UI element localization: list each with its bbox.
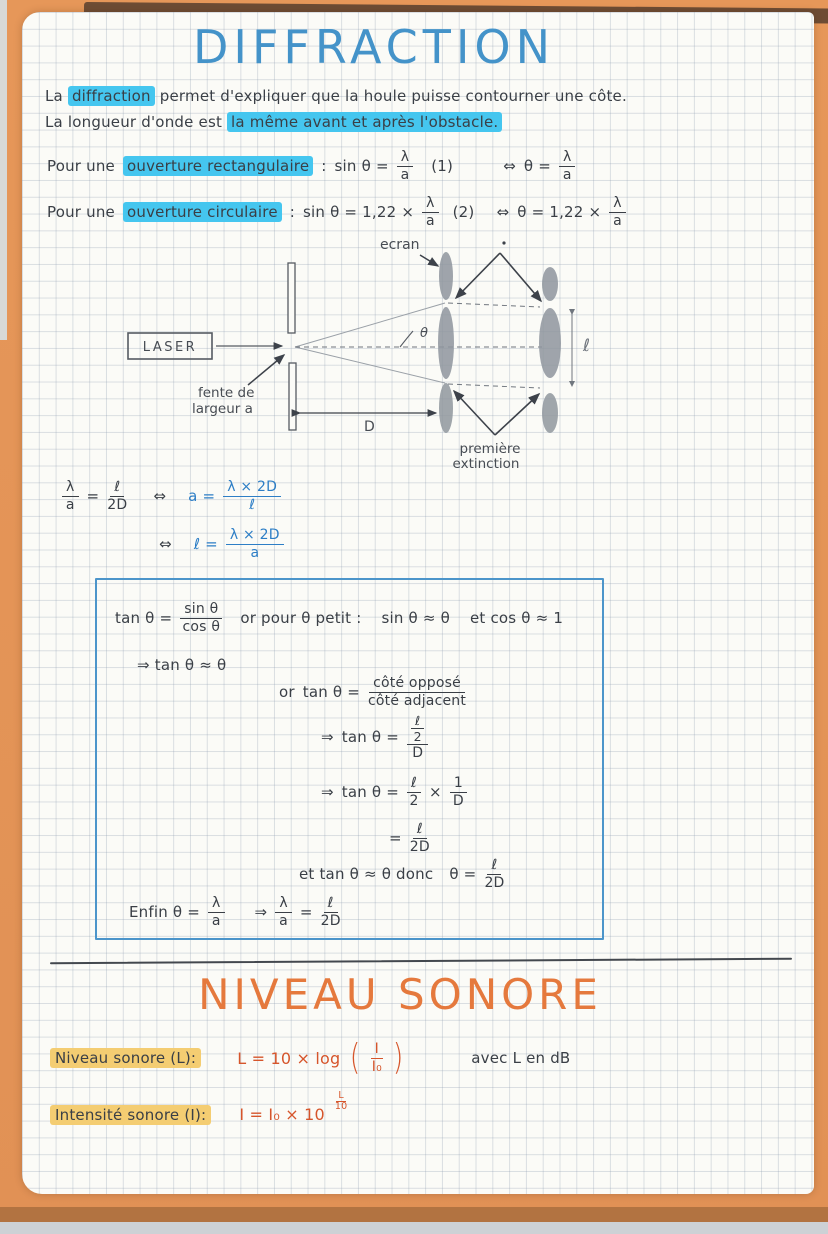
extinction-arrow-top-right (500, 253, 541, 301)
box-l3-or: or (279, 683, 295, 702)
relation-row-1 (62, 480, 281, 512)
box-l5-frac-2: $\frac{1}{D}$ (450, 776, 467, 808)
box-line-1 (115, 602, 563, 634)
slit-plate-top (288, 263, 295, 333)
box-l8-frac-3: $\frac{\text{ℓ}}{2D}$ (320, 895, 341, 929)
exponent-L-over-10: $\frac{L}{10}$ (334, 1090, 348, 1113)
fente-label-1: fente de (198, 385, 255, 401)
sound-intensity-line (50, 1090, 348, 1126)
ray-lower (295, 347, 445, 383)
unit-note: avec L en dB (471, 1049, 571, 1067)
sound-level-lhs: L = 10 × log (237, 1048, 341, 1068)
box-l7-lhs: θ = (449, 865, 477, 884)
extinction-label: extinction (452, 456, 520, 472)
relation-l-lhs: ℓ = (193, 535, 218, 554)
box-l3-frac: $\frac{\text{côté opposé}}{\text{côté adjacent}}$ (368, 675, 467, 709)
relation-iff-1: ⇔ (153, 487, 167, 506)
intro-2-pre: La longueur d'onde est (45, 113, 223, 131)
circ-rhs: θ = 1,22 × (517, 203, 602, 222)
screen-pattern (438, 252, 454, 433)
paren-close: ) (392, 1037, 404, 1078)
circ-frac: $\frac{\lambda}{a}$ (422, 196, 439, 228)
box-line-8 (129, 896, 341, 928)
box-l5-lhs: tan θ = (341, 783, 400, 802)
circ-colon: : (289, 203, 296, 222)
circ-lhs: sin θ = 1,22 × (303, 203, 415, 222)
box-line-5 (321, 776, 467, 808)
rect-iff-arrow: ⇔ (503, 157, 516, 176)
extinction-arrow-bottom-left (454, 391, 495, 435)
ecran-label: ecran (380, 237, 420, 253)
desk-bottom (0, 1222, 828, 1234)
circ-iff-arrow: ⇔ (496, 203, 510, 222)
box-l5-times: × (429, 783, 442, 802)
box-l8-frac-2: $\frac{\lambda}{a}$ (275, 896, 292, 928)
relation-a-lhs: a = (188, 487, 216, 506)
ecran-arrow (420, 255, 438, 266)
box-line-2 (137, 656, 226, 674)
fente-arrow (248, 355, 284, 385)
box-l4-lhs: tan θ = (341, 728, 400, 747)
graph-paper-page (22, 12, 814, 1194)
highlight-same-wavelength: la même avant et après l'obstacle. (227, 112, 502, 132)
dashed-link-top (448, 303, 540, 307)
rect-pre: Pour une (47, 157, 115, 176)
slit-plate-bottom (289, 363, 296, 430)
rect-colon: : (321, 157, 327, 176)
rect-aperture-line (47, 150, 575, 182)
premiere-label: première (459, 441, 521, 457)
rect-eq-number: (1) (431, 157, 454, 176)
box-l4-arrow: ⇒ (321, 728, 334, 747)
derivation-box (95, 578, 604, 940)
extinction-arrow-top-left (456, 253, 500, 298)
intro-line-1 (45, 86, 627, 106)
box-l7-frac: $\frac{\text{ℓ}}{2D}$ (484, 857, 505, 891)
relation-a-frac: $\frac{\lambda \times 2D}{\text{ℓ}}$ (223, 480, 281, 512)
box-line-7 (299, 858, 505, 890)
circ-eq-number: (2) (452, 203, 475, 222)
box-l5-frac-1: $\frac{\text{ℓ}}{2}$ (407, 776, 421, 808)
box-l4-nested-frac: $\frac{\frac{\text{ℓ}}{2}}{D}$ (407, 714, 428, 761)
sonore-title: NIVEAU SONORE (198, 970, 602, 1019)
box-l6-eq: = (389, 829, 402, 848)
relation-l-frac: $\frac{\lambda \times 2D}{a}$ (226, 528, 284, 560)
box-l6-frac: $\frac{\text{ℓ}}{2D}$ (409, 821, 430, 855)
paren-open: ( (350, 1037, 361, 1078)
box-l3-lhs: tan θ = (302, 683, 361, 702)
sound-intensity-label: Intensité sonore (I): (50, 1105, 211, 1125)
magnified-pattern (539, 267, 561, 433)
rect-lhs: sin θ = (334, 157, 389, 176)
intro-line-2 (45, 112, 502, 132)
box-l1-cos: et cos θ ≈ 1 (469, 609, 564, 628)
intro-1-post: permet d'expliquer que la houle puisse contourner une côte. (159, 87, 627, 105)
box-l8-eq: = (299, 903, 313, 922)
box-l1-sin: sin θ ≈ θ (381, 609, 450, 628)
dashed-link-bottom (448, 384, 540, 388)
page-title: DIFFRACTION (192, 20, 556, 74)
relation-iff-2: ⇔ (159, 535, 172, 554)
rect-frac-2: $\frac{\lambda}{a}$ (559, 150, 576, 182)
box-line-6 (389, 822, 430, 854)
laser-label: LASER (142, 340, 198, 355)
theta-label: θ (420, 326, 428, 341)
box-line-3 (279, 676, 466, 708)
fringe-width-label: ℓ (583, 336, 591, 356)
box-l5-arrow: ⇒ (321, 783, 334, 802)
rect-rhs: θ = (523, 157, 551, 176)
intro-1-pre: La (45, 87, 63, 105)
box-l2-text: ⇒ tan θ ≈ θ (137, 656, 227, 674)
box-l8-arrow: ⇒ (254, 903, 268, 922)
pen-mark (502, 241, 505, 244)
highlight-diffraction: diffraction (68, 86, 155, 106)
circ-aperture-line (47, 196, 626, 228)
section-divider (50, 958, 792, 965)
box-l8-enfin: Enfin θ = (129, 903, 201, 922)
box-l4-inner-frac: $\frac{\text{ℓ}}{2}$ (411, 714, 424, 743)
circ-pre: Pour une (47, 203, 115, 222)
fente-label-2: largeur a (192, 401, 253, 417)
distance-D-label: D (364, 419, 375, 435)
box-l1-frac: $\frac{\text{sin θ}}{\text{cos θ}}$ (180, 602, 222, 634)
box-l1-lhs: tan θ = (115, 609, 173, 628)
relation-row-2 (159, 528, 284, 560)
highlight-rect-aperture: ouverture rectangulaire (123, 156, 313, 176)
relation-frac-l-2D: $\frac{\text{ℓ}}{2D}$ (107, 479, 128, 513)
box-l1-or: or pour θ petit : (240, 609, 362, 628)
highlight-circ-aperture: ouverture circulaire (123, 202, 282, 222)
diffraction-diagram (80, 235, 640, 475)
sound-level-label: Niveau sonore (L): (50, 1048, 201, 1068)
circ-frac-2: $\frac{\lambda}{a}$ (609, 196, 626, 228)
sound-intensity-lhs: I = I₀ × 10 (239, 1105, 325, 1125)
intensity-ratio-frac: $\frac{I}{\text{I₀}}$ (371, 1040, 382, 1075)
notebook-bottom-edge (0, 1207, 828, 1222)
sound-level-line (50, 1037, 571, 1078)
box-l7-text: et tan θ ≈ θ donc (299, 865, 434, 884)
box-l8-frac-1: $\frac{\lambda}{a}$ (208, 896, 225, 928)
box-line-4 (321, 714, 428, 761)
rect-frac: $\frac{\lambda}{a}$ (397, 150, 414, 182)
theta-arc (400, 331, 413, 347)
relation-equals: = (86, 487, 100, 506)
relation-frac-lambda-a: $\frac{\lambda}{a}$ (62, 480, 79, 512)
extinction-arrow-bottom-right (495, 394, 539, 435)
